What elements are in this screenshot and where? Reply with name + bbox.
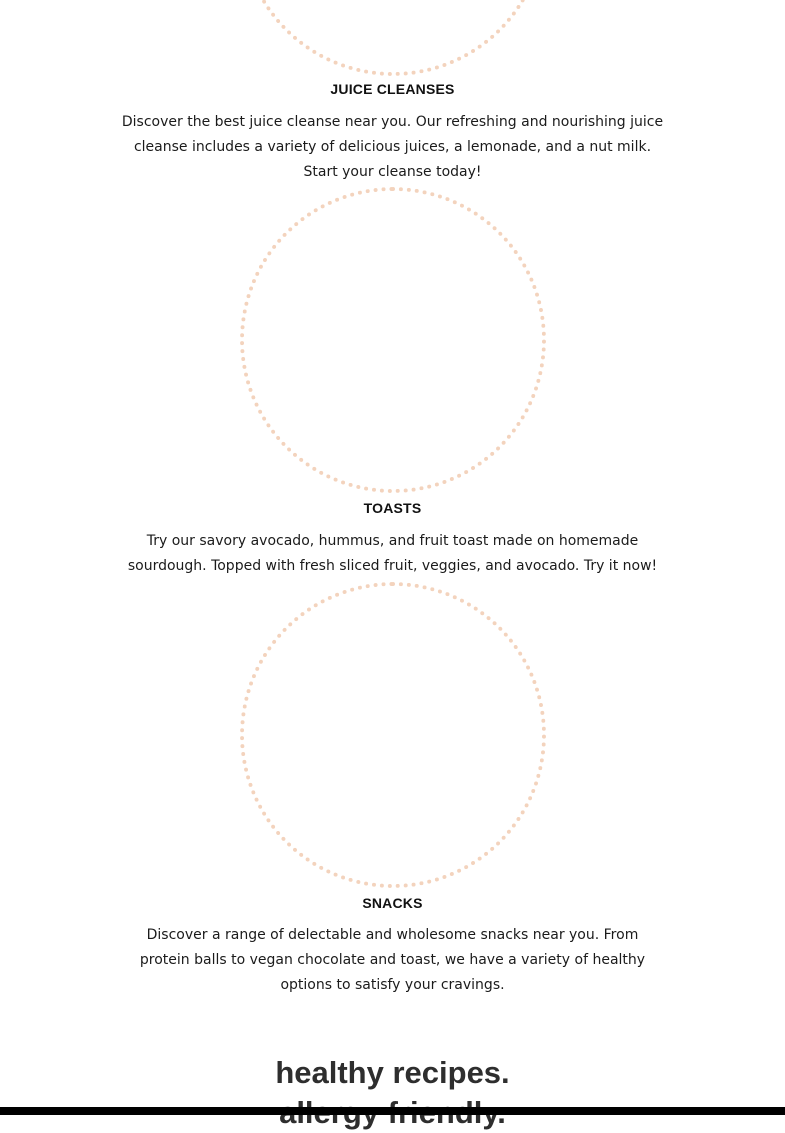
snacks-image-placeholder: [240, 582, 546, 888]
heading-line-1: healthy recipes.: [275, 1055, 510, 1090]
toasts-description: Try our savory avocado, hummus, and fruit toast made on homemade sourdough. Topped with fresh sliced fruit, veggies, and avocado. Try it now!: [127, 533, 658, 574]
juice-cleanses-title: JUICE CLEANSES: [330, 81, 455, 97]
bottom-black-bar: [0, 1107, 785, 1115]
snacks-description: Discover a range of delectable and wholesome snacks near you. From protein balls to vegan chocolate and toast, we have a variety of healthy options to satisfy your cravings.: [139, 927, 646, 993]
toasts-image-placeholder: [240, 187, 546, 493]
juice-cleanses-image-placeholder: [240, 0, 546, 76]
toasts-title: TOASTS: [363, 500, 422, 516]
juice-cleanses-description: Discover the best juice cleanse near you. Our refreshing and nourishing juice cleanse includes a variety of delicious juices, a lemonade, and a nut milk. Start your cleanse today!: [121, 114, 664, 180]
healthy-recipes-heading: [0, 1053, 785, 1133]
snacks-title: SNACKS: [362, 895, 423, 911]
